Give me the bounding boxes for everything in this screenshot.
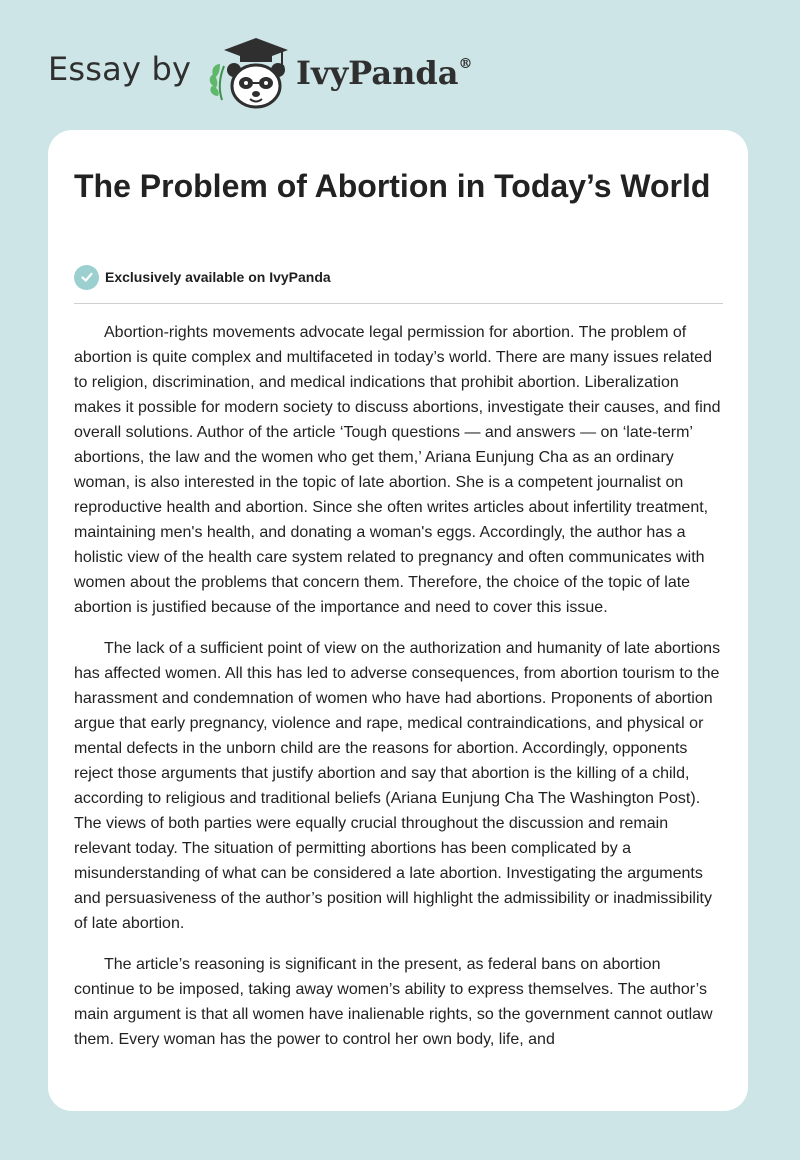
checkmark-icon (74, 265, 99, 290)
divider (74, 303, 723, 304)
site-header (0, 0, 800, 130)
essay-body (74, 320, 723, 1068)
paragraph: Abortion-rights movements advocate legal permission for abortion. The problem of abortion is quite complex and multifaceted in today’s world. There are many issues related to religion, discrimination, and medical indications that prohibit abortion. Liberalization makes it possible for modern society to discuss abortions, investigate their causes, and find overall solutions. Author of the article ‘Tough questions — and answers — on ‘late-term’ abortions, the law and the women who get them,’ Ariana Eunjung Cha as an ordinary woman, is also interested in the topic of late abortion. She is a competent journalist on reproductive health and abortion. Since she often writes articles about infertility treatment, maintaining men's health, and donating a woman's eggs. Accordingly, the author has a holistic view of the health care system related to pregnancy and often communicates with women about the problems that concern them. Therefore, the choice of the topic of late abortion is justified because of the importance and need to cover this issue. (74, 324, 721, 616)
paragraph: The lack of a sufficient point of view on the authorization and humanity of late abortions has affected women. All this has led to adverse consequences, from abortion tourism to the harassment and condemnation of women who have had abortions. Proponents of abortion argue that early pregnancy, violence and rape, medical contraindications, and physical or mental defects in the unborn child are the reasons for abortion. Accordingly, opponents reject those arguments that justify abortion and say that abortion is the killing of a child, according to religious and traditional beliefs (Ariana Eunjung Cha The Washington Post). The views of both parties were equally crucial throughout the discussion and remain relevant today. The situation of permitting abortions has been complicated by a misunderstanding of what can be considered a late abortion. Investigating the arguments and persuasiveness of the author’s position will highlight the admissibility or inadmissibility of late abortion. (74, 640, 721, 932)
badge-label: Exclusively available on IvyPanda (105, 269, 331, 285)
paragraph: The article’s reasoning is significant in the present, as federal bans on abortion continue to be imposed, taking away women’s ability to express themselves. The author’s main argument is that all women have inalienable rights, so the government cannot outlaw them. Every woman has the power to control her own body, life, and (74, 956, 713, 1048)
essay-by-label: Essay by (48, 50, 192, 88)
page-title: The Problem of Abortion in Today’s World (74, 168, 711, 204)
exclusive-badge (74, 264, 331, 290)
brand-name: IvyPanda® (296, 54, 473, 92)
essay-card (48, 130, 748, 1111)
registered-mark: ® (458, 56, 473, 72)
panda-graduate-icon (200, 36, 292, 110)
